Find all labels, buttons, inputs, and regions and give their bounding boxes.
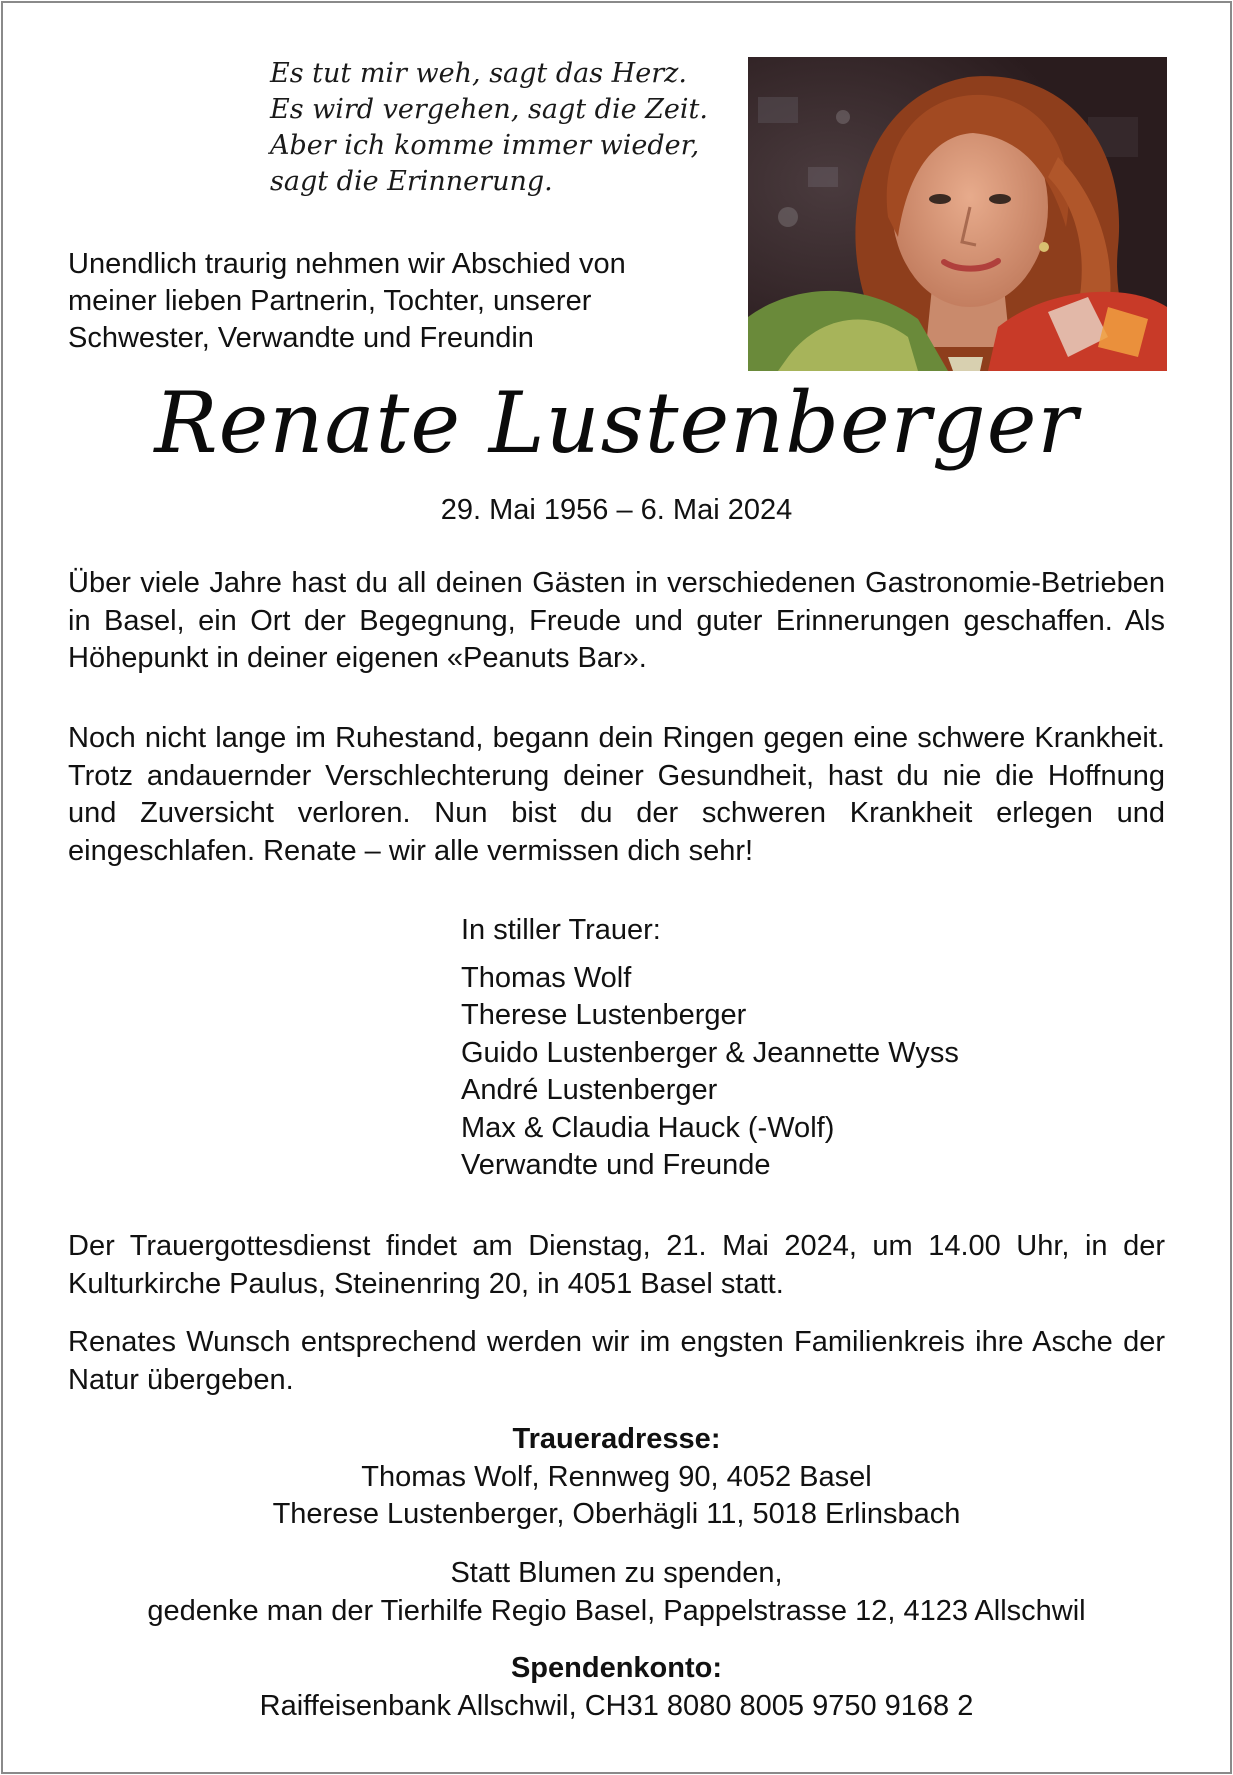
address-line: Thomas Wolf, Rennweg 90, 4052 Basel (361, 1460, 872, 1493)
mourner-name: Thomas Wolf (461, 961, 632, 994)
intro-text: Unendlich traurig nehmen wir Abschied von meiner lieben Partnerin, Tochter, unserer Schwester, Verwandte und Freundin (68, 248, 626, 354)
donation-account (0, 1650, 1233, 1725)
address-line: Therese Lustenberger, Oberhägli 11, 5018 Erlinsbach (272, 1498, 961, 1530)
mourner-name: André Lustenberger (461, 1074, 718, 1106)
account-line: Raiffeisenbank Allschwil, CH31 8080 8005 9750 9168 2 (259, 1689, 974, 1722)
mourning-address (0, 1421, 1233, 1534)
poem-line: Es wird vergehen, sagt die Zeit. (270, 94, 708, 125)
mourners-heading: In stiller Trauer: (461, 914, 661, 946)
mourner-name: Therese Lustenberger (461, 999, 747, 1031)
portrait-photo-icon (748, 57, 1167, 371)
mourner-name: Verwandte und Freunde (461, 1149, 771, 1181)
portrait-photo (748, 57, 1167, 371)
mourners-list (461, 912, 959, 1185)
donation-line: Statt Blumen zu spenden, (450, 1557, 783, 1589)
poem-line: Es tut mir weh, sagt das Herz. (270, 58, 687, 89)
paragraph-illness: Noch nicht lange im Ruhestand, begann dein Ringen gegen eine schwere Krankheit. Trotz andauernder Verschlechterung deiner Gesundheit, hast du nie die Hoffnung und Zuversicht verloren. Nun bist du der schweren Krankheit erlegen und eingeschlafen. Renate – wir alle vermissen dich sehr! (68, 722, 1165, 867)
address-heading: Traueradresse: (512, 1423, 721, 1455)
mourner-name: Guido Lustenberger & Jeannette Wyss (461, 1036, 959, 1069)
wish-text: Renates Wunsch entsprechend werden wir im engsten Familienkreis ihre Asche der Natur übergeben. (68, 1326, 1165, 1396)
mourner-name: Max & Claudia Hauck (-Wolf) (461, 1111, 835, 1144)
life-dates: 29. Mai 1956 – 6. Mai 2024 (440, 494, 793, 526)
paragraph-career: Über viele Jahre hast du all deinen Gästen in verschiedenen Gastronomie-Betrieben in Basel, ein Ort der Begegnung, Freude und guter Erinnerungen geschaffen. Als Höhepunkt in deiner eigenen «Peanuts Bar». (68, 567, 1165, 674)
poem (270, 56, 708, 200)
service-info: Der Trauergottesdienst findet am Dienstag, 21. Mai 2024, um 14.00 Uhr, in der Kulturkirche Paulus, Steinenring 20, in 4051 Basel statt. (68, 1230, 1165, 1300)
poem-line: Aber ich komme immer wieder, (270, 130, 700, 161)
donation-note (0, 1555, 1233, 1630)
donation-line: gedenke man der Tierhilfe Regio Basel, Pappelstrasse 12, 4123 Allschwil (147, 1594, 1086, 1627)
deceased-name: Renate Lustenberger (154, 374, 1079, 472)
poem-line: sagt die Erinnerung. (270, 166, 553, 197)
account-heading: Spendenkonto: (510, 1652, 723, 1684)
